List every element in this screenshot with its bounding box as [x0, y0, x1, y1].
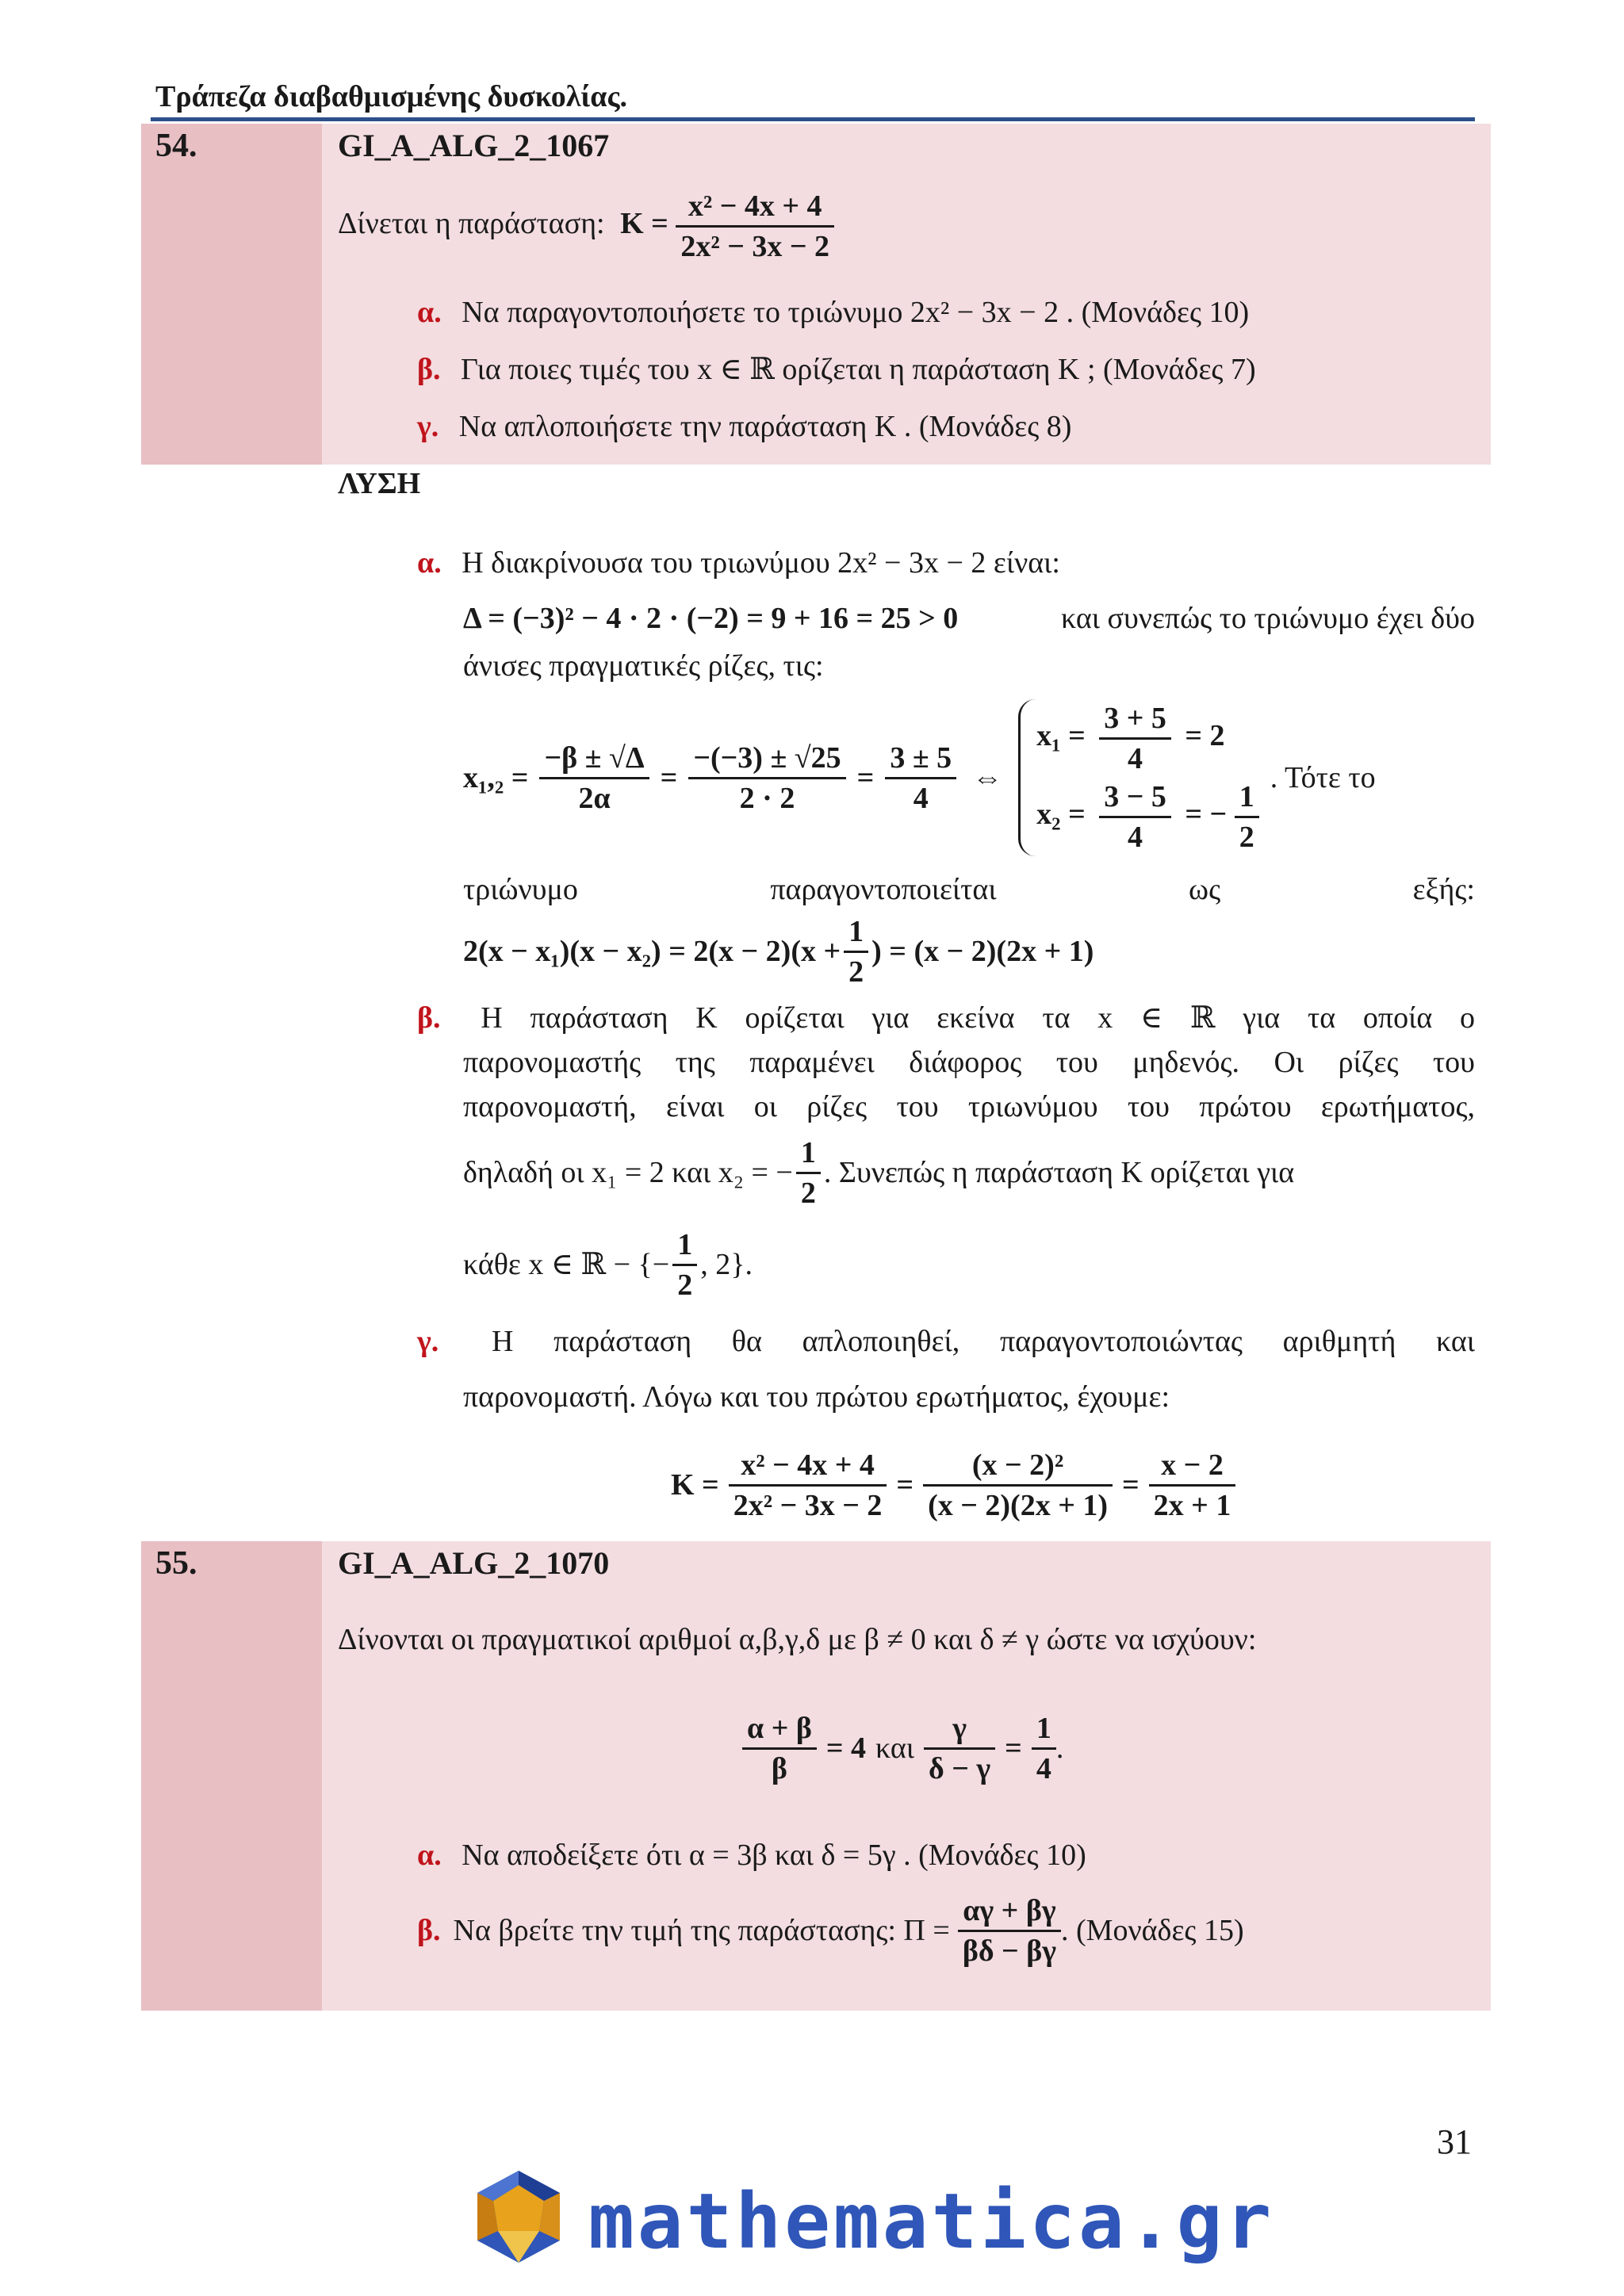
- part-b-label: β.: [417, 353, 441, 386]
- page-number: 31: [1437, 2122, 1472, 2161]
- final-simplification: K = $\frac{\text{x² − 4x + 4}}{\text{2x² − 3x − 2}}$ = $\frac{\text{(x − 2)²}}{(x - 2)(2x + 1)}$ = $\frac{x - 2}{2x + 1}$: [671, 1433, 1235, 1536]
- problem-54-intro-text: Δίνεται η παράσταση:: [338, 207, 605, 241]
- problem-55-code: GI_A_ALG_2_1070: [338, 1545, 610, 1581]
- solution-b-line5: κάθε x ∈ ℝ − {− $\frac{1}{2}$ , 2}.: [463, 1221, 753, 1308]
- problem-55-conditions: $\frac{\alpha + \beta}{\beta}$ = 4 και $\frac{\gamma}{\delta - \gamma}$ = $\frac{1}{4}$ .: [742, 1697, 1063, 1800]
- problem-55-number: 55.: [155, 1545, 197, 1582]
- K-denominator: 2x² − 3x − 2: [680, 230, 830, 263]
- problem-54-intro: Δίνεται η παράσταση: K = $\frac{\text{x² − 4x + 4}}{\text{2x² − 3x − 2}}$: [338, 187, 834, 266]
- dodecahedron-logo-icon: [469, 2168, 568, 2266]
- solution-g-line2: παρονομαστή. Λόγω και του πρώτου ερωτήματος, έχουμε:: [463, 1380, 1170, 1414]
- problem-55-part-b: β. Να βρείτε την τιμή της παράστασης: Π = $\frac{\alpha\gamma + \beta\gamma}{\beta\delta - \beta\gamma}$ . (Μονάδες 15): [417, 1887, 1244, 1974]
- problem-54-number-cell: [141, 124, 322, 465]
- problem-54-part-b: [417, 347, 1256, 392]
- part-g-label: γ.: [417, 410, 439, 443]
- part-g-text: Να απλοποιήσετε την παράσταση K . (Μονάδες 8): [458, 410, 1072, 443]
- equivalence-icon: ⇔: [972, 761, 1003, 794]
- roots-formula: x₁,₂ = $\frac{-\beta \pm √\Delta}{2\alpha}$ = $\frac{-(-3) \pm √25}{2 \cdot 2}$ = $\frac{3 \pm 5}{4}$ ⇔ x₁ = $\frac{3 + 5}{4}$ = 2 x₂ = $\frac{3 - 5}{4}$ = − $\frac{1}{2}$ . Τότε το: [463, 687, 1376, 869]
- page-header-title: Τράπεζα διαβαθμισμένης δυσκολίας.: [155, 80, 627, 113]
- problem-54-number: 54.: [155, 128, 197, 164]
- solution-b-line3: παρονομαστή, είναι οι ρίζες του τριωνύμου του πρώτου ερωτήματος,: [463, 1090, 1475, 1123]
- solution-heading: ΛΥΣΗ: [338, 467, 421, 500]
- factor-expression: 2(x − x₁)(x − x₂) = 2(x − 2)(x + $\frac{1}{2}$ ) = (x − 2)(2x + 1): [463, 912, 1094, 991]
- discriminant-expr: Δ = (−3)² − 4 · 2 · (−2) = 9 + 16 = 25 > 0: [463, 602, 959, 635]
- solution-a-line3: άνισες πραγματικές ρίζες, τις:: [463, 649, 824, 683]
- problem-54-K-fraction: [676, 187, 834, 266]
- solution-b-line4: δηλαδή οι x₁ = 2 και x₂ = − $\frac{1}{2}$ . Συνεπώς η παράσταση K ορίζεται για: [463, 1129, 1294, 1216]
- part-a-label: α.: [417, 296, 442, 329]
- part-a-text: Να παραγοντοποιήσετε το τριώνυμο 2x² − 3x − 2 . (Μονάδες 10): [462, 296, 1250, 329]
- problem-54-part-a: [417, 290, 1249, 335]
- roots-system: x₁ = $\frac{3 + 5}{4}$ = 2 x₂ = $\frac{3 - 5}{4}$ = − $\frac{1}{2}$: [1018, 699, 1259, 856]
- K-numerator: x² − 4x + 4: [676, 187, 834, 228]
- solution-a-discriminant: Δ = (−3)² − 4 · 2 · (−2) = 9 + 16 = 25 > 0 και συνεπώς το τριώνυμο έχει δύο: [463, 596, 1475, 641]
- solution-g-line1: γ. Η παράσταση θα απλοποιηθεί, παραγοντοποιώντας αριθμητή και: [417, 1325, 1475, 1358]
- problem-54-code: GI_A_ALG_2_1067: [338, 128, 610, 163]
- solution-g-label: γ.: [417, 1325, 439, 1358]
- solution-b-line2: παρονομαστής της παραμένει διάφορος του μηδενός. Οι ρίζες του: [463, 1046, 1475, 1079]
- solution-b-label: β.: [417, 1001, 441, 1035]
- p55-part-b-label: β.: [417, 1914, 441, 1947]
- header-rule: [151, 117, 1475, 121]
- solution-a-line1: α. Η διακρίνουσα του τριωνύμου 2x² − 3x − 2 είναι:: [417, 546, 1060, 580]
- solution-b-line1: β. Η παράσταση K ορίζεται για εκείνα τα x ∈ ℝ για τα οποία ο: [417, 1001, 1475, 1035]
- problem-54-part-g: [417, 404, 1071, 449]
- part-b-text: Για ποιες τιμές του x ∈ ℝ ορίζεται η παράσταση K ; (Μονάδες 7): [461, 353, 1256, 386]
- p55-part-a-label: α.: [417, 1839, 442, 1872]
- factor-intro: τριώνυμο παραγοντοποιείται ως εξής:: [463, 873, 1475, 906]
- site-logo-text: mathematica.gr: [588, 2177, 1275, 2266]
- solution-a-label: α.: [417, 546, 442, 580]
- problem-55-number-cell: [141, 1541, 322, 2011]
- problem-55-part-a: α. Να αποδείξετε ότι α = 3β και δ = 5γ . (Μονάδες 10): [417, 1839, 1086, 1872]
- problem-55-intro: Δίνονται οι πραγματικοί αριθμοί α,β,γ,δ με β ≠ 0 και δ ≠ γ ώστε να ισχύουν:: [338, 1623, 1257, 1656]
